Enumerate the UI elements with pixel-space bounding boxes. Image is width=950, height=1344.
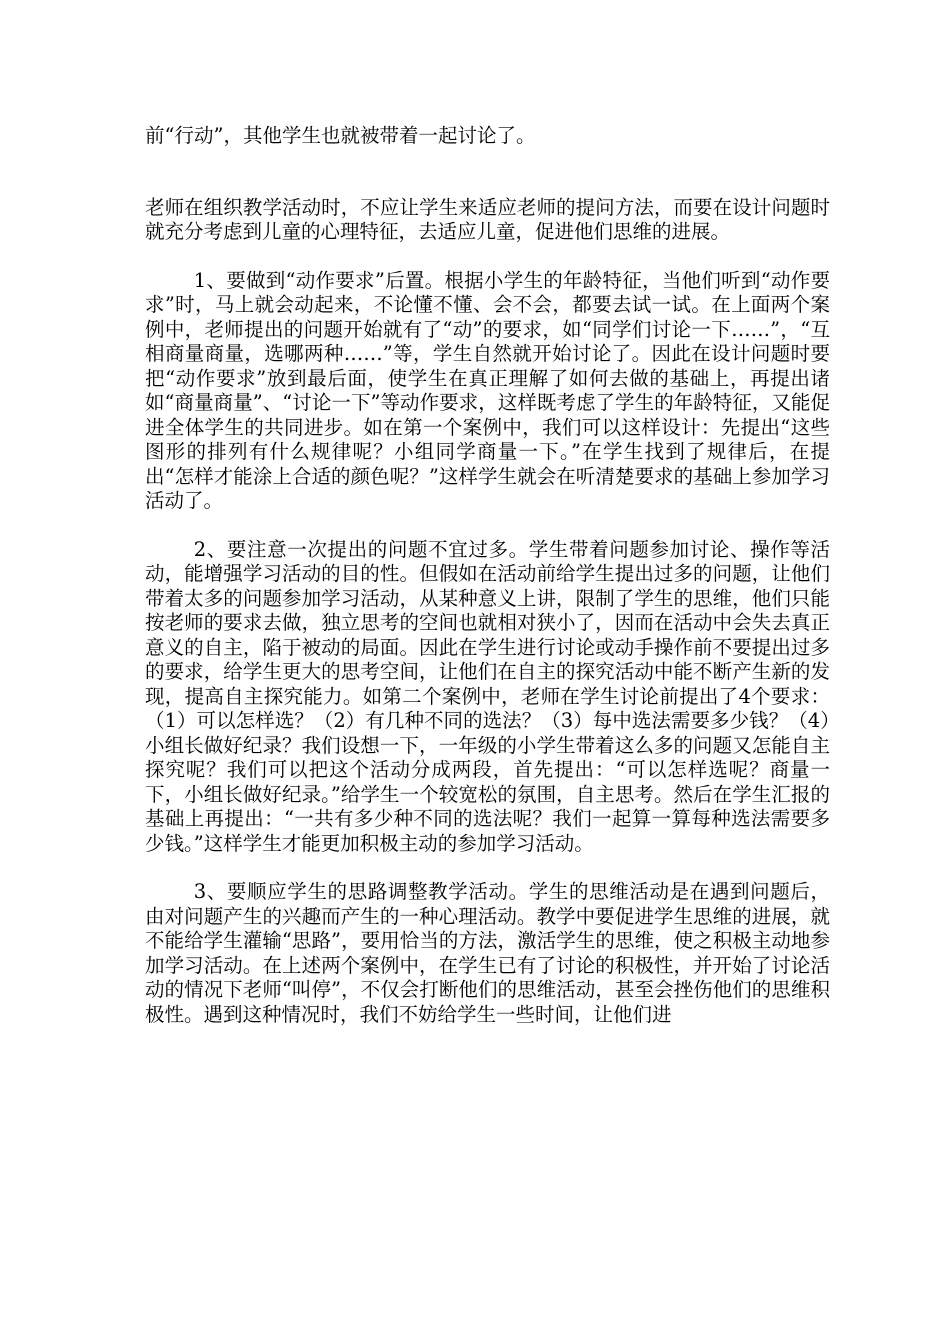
paragraph-point-2: 2、要注意一次提出的问题不宜过多。学生带着问题参加讨论、操作等活动，能增强学习活动的目的性。但假如在活动前给学生提出过多的问题，让他们带着太多的问题参加学习活动，从某种意义上讲，限制了学生的思维，他们只能按老师的要求去做，独立思考的空间也就相对狭小了，因而在活动中会失去真正意义的自主，陷于被动的局面。因此在学生进行讨论或动手操作前不要提出过多的要求，给学生更大的思考空间，让他们在自主的探究活动中能不断产生新的发现，提高自主探究能力。如第二个案例中，老师在学生讨论前提出了4个要求：（1）可以怎样选？（2）有几种不同的选法？（3）每中选法需要多少钱？（4）小组长做好纪录？我们设想一下，一年级的小学生带着这么多的问题又怎能自主探究呢？我们可以把这个活动分成两段，首先提出：“可以怎样选呢？商量一下，小组长做好纪录。”给学生一个较宽松的氛围，自主思考。然后在学生汇报的基础上再提出：“一共有多少种不同的选法呢？我们一起算一算每种选法需要多少钱。”这样学生才能更加积极主动的参加学习活动。	[145, 537, 830, 855]
paragraph-point-1: 1、要做到“动作要求”后置。根据小学生的年龄特征，当他们听到“动作要求”时，马上就会动起来，不论懂不懂、会不会，都要去试一试。在上面两个案例中，老师提出的问题开始就有了“动”的要求，如“同学们讨论一下……”，“互相商量商量，选哪两种……”等，学生自然就开始讨论了。因此在设计问题时要把“动作要求”放到最后面，使学生在真正理解了如何去做的基础上，再提出诸如“商量商量”、“讨论一下”等动作要求，这样既考虑了学生的年龄特征，又能促进全体学生的共同进步。如在第一个案例中，我们可以这样设计：先提出“这些图形的排列有什么规律呢？小组同学商量一下。”在学生找到了规律后，在提出“怎样才能涂上合适的颜色呢？”这样学生就会在听清楚要求的基础上参加学习活动了。	[145, 268, 830, 512]
document-page	[145, 124, 830, 1027]
paragraph-intro: 老师在组织教学活动时，不应让学生来适应老师的提问方法，而要在设计问题时就充分考虑到儿童的心理特征，去适应儿童，促进他们思维的进展。	[145, 195, 830, 243]
paragraph-continuation: 前“行动”，其他学生也就被带着一起讨论了。	[145, 124, 536, 147]
paragraph-point-3: 3、要顺应学生的思路调整教学活动。学生的思维活动是在遇到问题后，由对问题产生的兴趣而产生的一种心理活动。教学中要促进学生思维的进展，就不能给学生灌输“思路”，要用恰当的方法，激活学生的思维，使之积极主动地参加学习活动。在上述两个案例中，在学生已有了讨论的积极性，并开始了讨论活动的情况下老师“叫停”，不仅会打断他们的思维活动，甚至会挫伤他们的思维积极性。遇到这种情况时，我们不妨给学生一些时间，让他们进	[145, 880, 830, 1026]
